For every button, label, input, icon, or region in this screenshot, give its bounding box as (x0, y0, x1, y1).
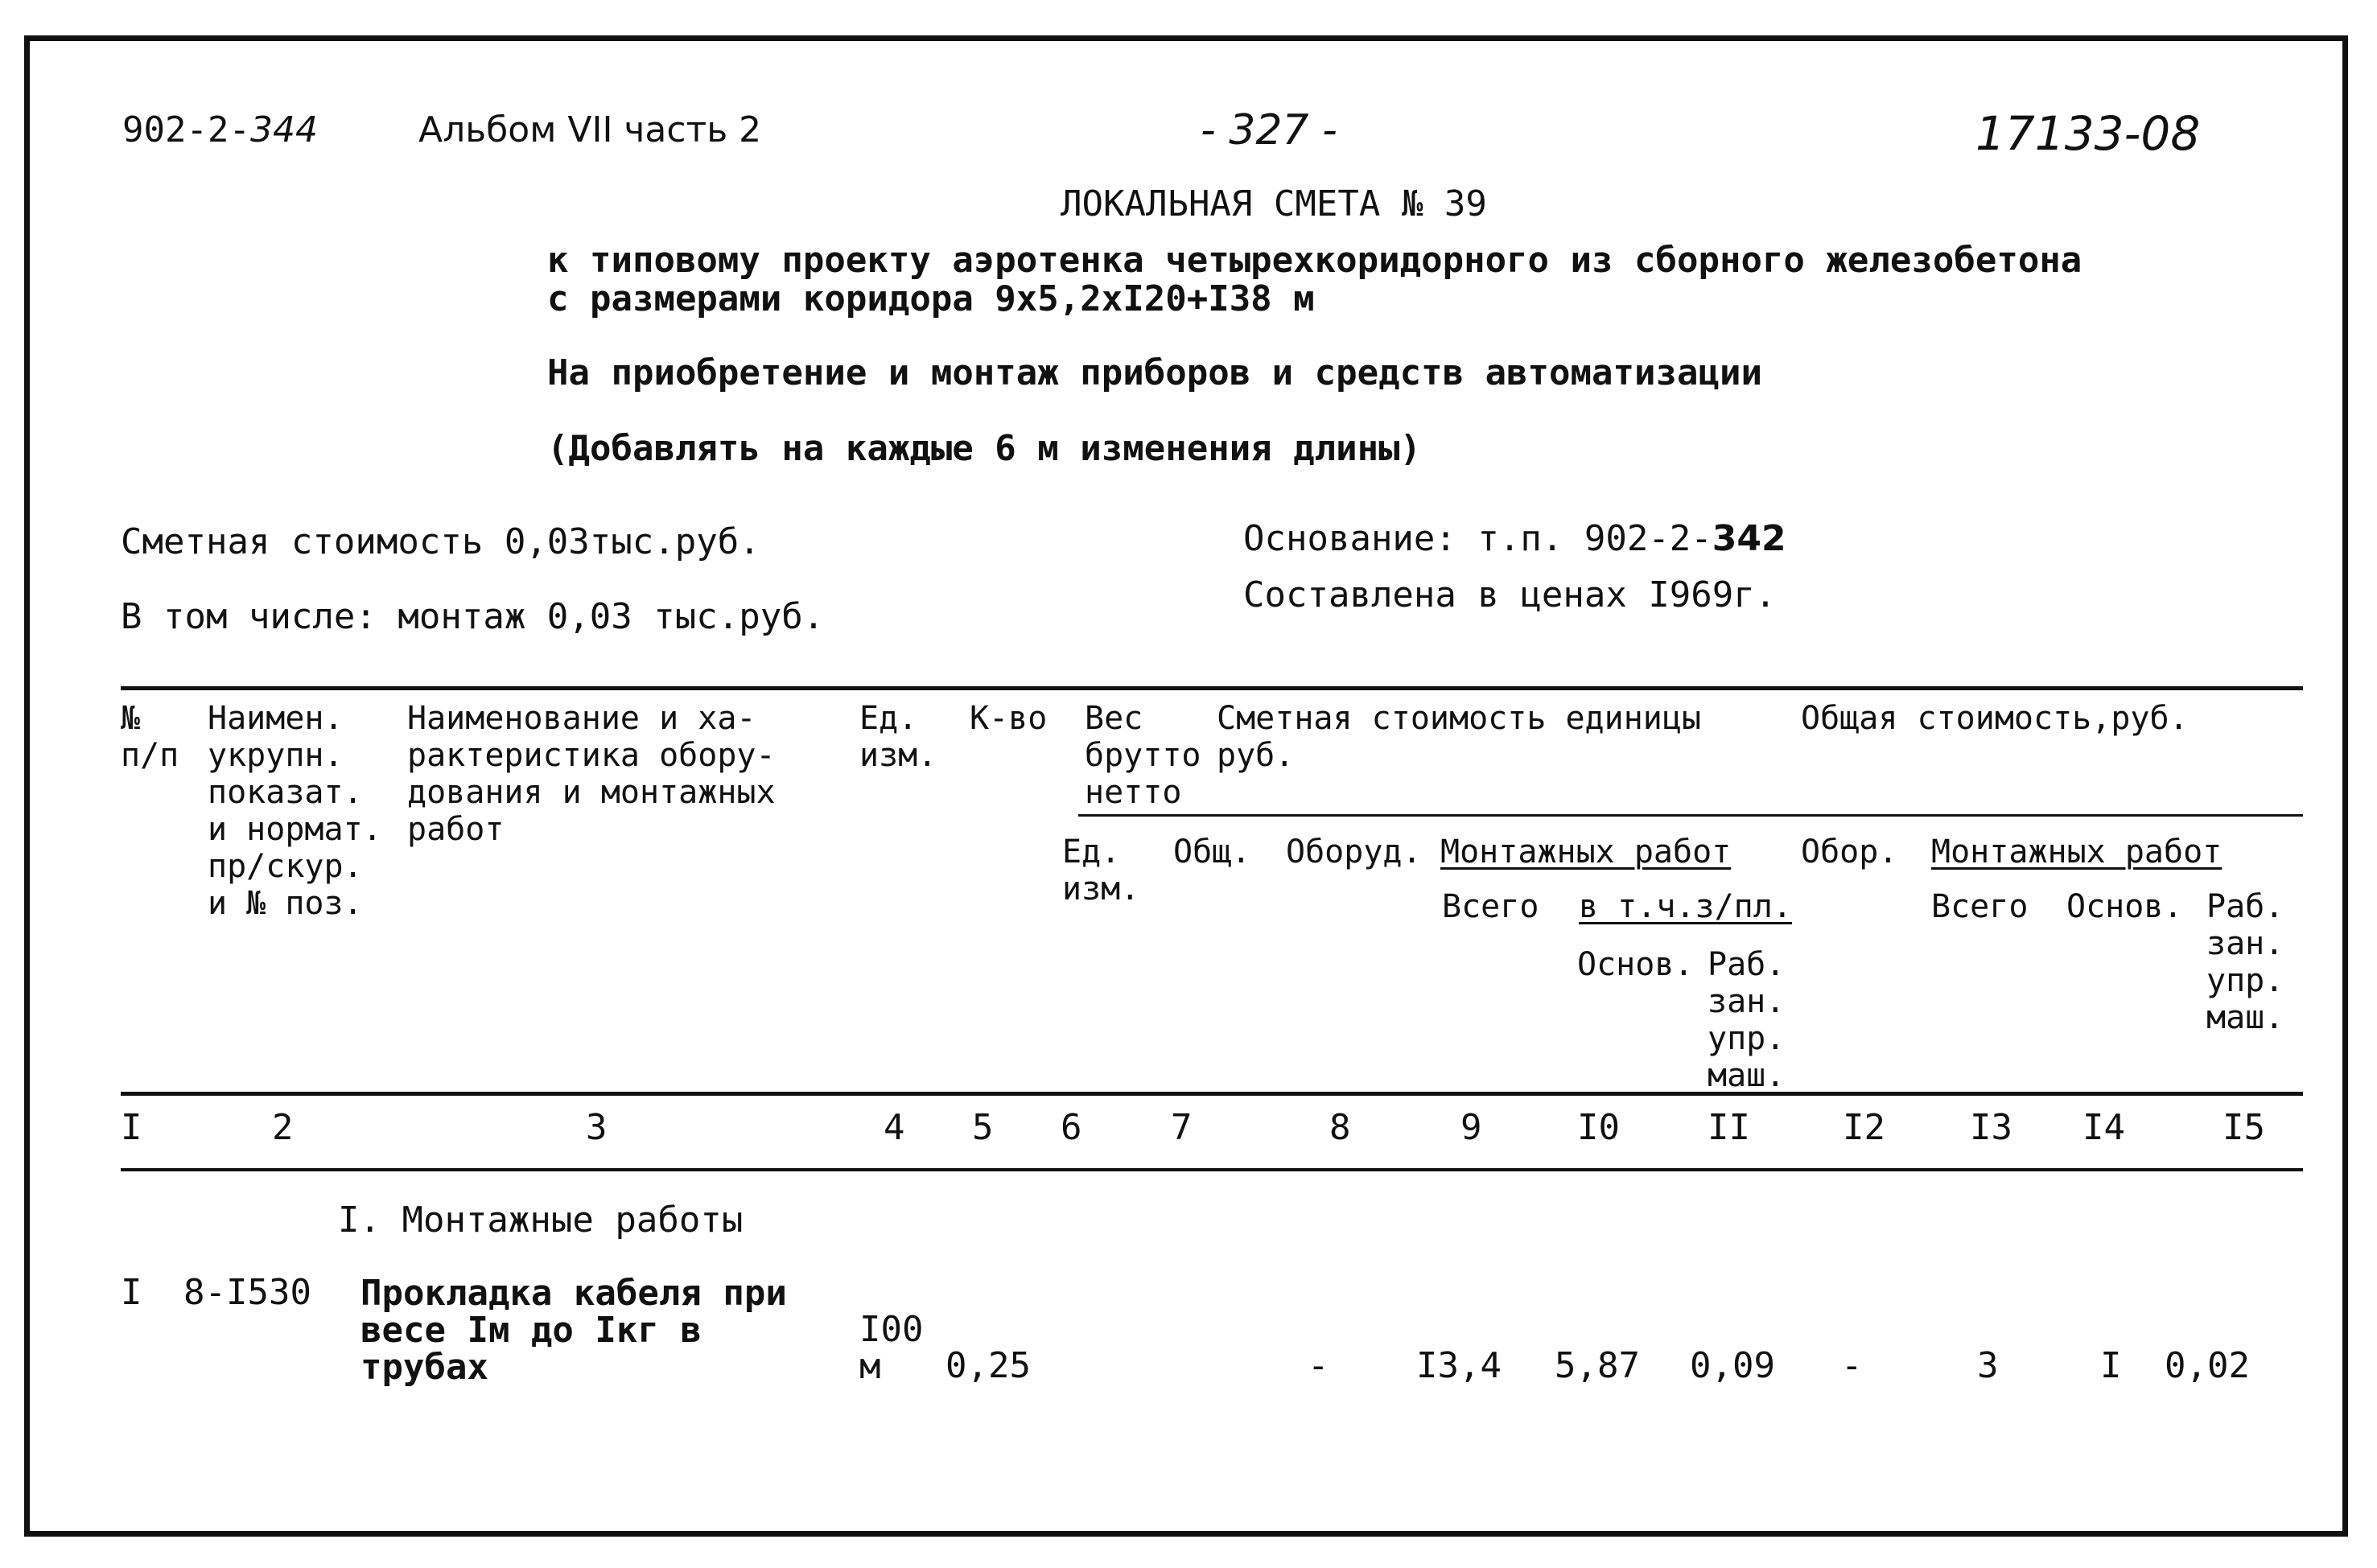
page-number: - 327 - (1201, 106, 1337, 154)
header-rate-code: Наимен. укрупн. показат. и нормат. пр/скур. и № поз. (208, 700, 382, 922)
header-total-basic: Основ. (2066, 888, 2183, 925)
length-note: (Добавлять на каждые 6 м изменения длины) (547, 428, 1422, 469)
row-number: I (121, 1272, 142, 1313)
row-rate-code: 8-I530 (183, 1272, 311, 1313)
column-number: I2 (1843, 1107, 1885, 1148)
document-heading: ЛОКАЛЬНАЯ СМЕТА № 39 (1061, 183, 1487, 224)
title-line-2: с размерами коридора 9х5,2хI20+I38 м (547, 278, 1315, 319)
header-quantity: К-во (970, 700, 1048, 737)
column-number: 3 (586, 1107, 608, 1148)
header-row-number: № п/п (121, 700, 179, 774)
header-mounting-all: Всего (1442, 888, 1539, 925)
document-number: 17133-08 (1975, 106, 2201, 161)
row-mounting-unit-cost: I3,4 (1416, 1345, 1502, 1386)
row-unit: I00 м (859, 1309, 924, 1387)
column-number: I5 (2223, 1107, 2265, 1148)
column-number: 8 (1329, 1107, 1351, 1148)
album-label: Альбом VII часть 2 (418, 109, 762, 150)
column-number: 4 (884, 1107, 905, 1148)
header-weight-unit: Ед. изм. (1062, 833, 1140, 907)
header-including-wages: в т.ч.з/пл. (1579, 888, 1792, 925)
header-bottom-rule (121, 1092, 2303, 1096)
column-number: I3 (1970, 1107, 2012, 1148)
row-description: Прокладка кабеля при весе Iм до Iкг в трубах (360, 1273, 787, 1388)
header-total-machine: Раб. зан. упр. маш. (2206, 888, 2284, 1036)
row-basic-total: I (2100, 1345, 2122, 1386)
subtitle: На приобретение и монтаж приборов и средств автоматизации (547, 352, 1762, 393)
row-equipment-total: - (1841, 1345, 1863, 1386)
row-equipment-cost: - (1308, 1345, 1329, 1386)
basis: Основание: т.п. 902-2-342 (1243, 518, 1786, 559)
header-total-all: Всего (1931, 888, 2029, 925)
header-equipment: Оборуд. (1286, 833, 1422, 870)
section-heading: I. Монтажные работы (338, 1200, 744, 1241)
column-number: 2 (272, 1107, 294, 1148)
cost-including: В том числе: монтаж 0,03 тыс.руб. (121, 596, 825, 637)
header-description: Наименование и ха- рактеристика обору- дования и монтажных работ (407, 700, 776, 848)
column-number: 7 (1171, 1107, 1193, 1148)
column-number: I4 (2082, 1107, 2125, 1148)
column-number: I (121, 1107, 142, 1148)
row-machine-wages: 0,09 (1690, 1345, 1775, 1386)
header-unit-cost: Сметная стоимость единицы руб. (1217, 700, 1702, 774)
header-total-cost: Общая стоимость,руб. (1801, 700, 2189, 737)
series-label: 902-2-344 (122, 109, 318, 150)
table-top-rule (121, 686, 2303, 690)
header-weight-total: Общ. (1173, 833, 1251, 870)
header-mounting: Монтажных работ (1440, 833, 1732, 870)
title-line-1: к типовому проекту аэротенка четырехкоридорного из сборного железобетона (547, 240, 2082, 281)
header-basic: Основ. (1577, 946, 1694, 983)
header-weight: Вес брутто нетто (1085, 700, 1201, 811)
column-number-rule (121, 1168, 2303, 1171)
column-number: I0 (1577, 1107, 1620, 1148)
column-number: 5 (972, 1107, 994, 1148)
column-number: 9 (1460, 1107, 1482, 1148)
row-machine-total: 0,02 (2165, 1345, 2250, 1386)
row-mounting-total: 3 (1977, 1345, 1999, 1386)
weight-header-rule (1078, 814, 2303, 817)
price-level: Составлена в ценах I969г. (1243, 574, 1777, 615)
header-equipment-total: Обор. (1801, 833, 1898, 870)
estimated-cost: Сметная стоимость 0,03тыс.руб. (121, 521, 760, 562)
header-unit: Ед. изм. (859, 700, 937, 774)
column-number: II (1708, 1107, 1750, 1148)
header-machine: Раб. зан. упр. маш. (1708, 946, 1786, 1094)
column-number: 6 (1061, 1107, 1082, 1148)
row-basic-wages: 5,87 (1555, 1345, 1640, 1386)
row-quantity: 0,25 (945, 1345, 1031, 1386)
header-mounting-total: Монтажных работ (1931, 833, 2223, 870)
